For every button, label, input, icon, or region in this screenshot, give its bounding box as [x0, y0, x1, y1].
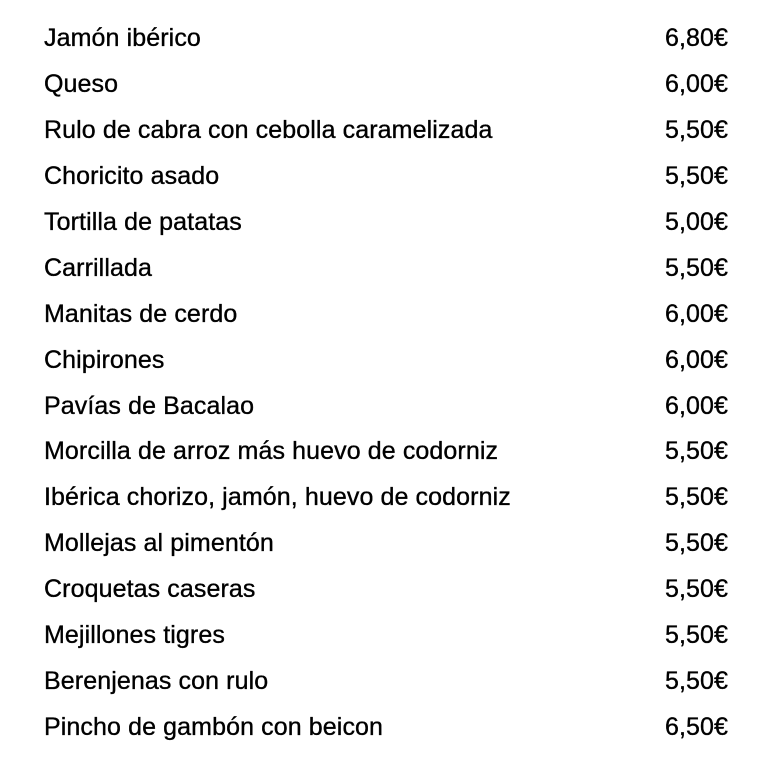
- menu-item-name: Pavías de Bacalao: [44, 391, 255, 420]
- menu-item-name: Tortilla de patatas: [44, 207, 242, 236]
- menu-item: [44, 292, 728, 338]
- menu-item-name: Jamón ibérico: [44, 24, 201, 52]
- menu-item-name: Morcilla de arroz más huevo de codorniz: [44, 437, 499, 466]
- menu-item-price: 5,50€: [664, 253, 728, 282]
- menu-item-name: Choricito asado: [44, 161, 220, 190]
- menu-item-price: 6,00€: [664, 345, 728, 374]
- menu-list: [44, 16, 728, 751]
- menu-item-price: 5,50€: [664, 437, 728, 466]
- menu-item-price: 6,00€: [664, 391, 728, 420]
- menu-item: [44, 705, 728, 751]
- menu-item: [44, 521, 728, 567]
- menu-item-name: Mejillones tigres: [44, 621, 225, 650]
- menu-item-name: Berenjenas con rulo: [44, 667, 269, 696]
- menu-item-name: Queso: [44, 69, 119, 98]
- menu-item: [44, 108, 728, 154]
- menu-item-price: 5,50€: [664, 115, 728, 144]
- menu-item-price: 6,00€: [664, 299, 728, 328]
- menu-item-name: Chipirones: [44, 345, 165, 374]
- menu-item-price: 5,00€: [664, 207, 728, 236]
- menu-item: [44, 384, 728, 430]
- menu-item: [44, 246, 728, 292]
- menu-item: [44, 429, 728, 475]
- menu-item-name: Rulo de cabra con cebolla caramelizada: [44, 115, 493, 144]
- menu-item: [44, 475, 728, 521]
- menu-item-price: 5,50€: [664, 621, 728, 650]
- menu-item: [44, 154, 728, 200]
- menu-item-name: Croquetas caseras: [44, 575, 256, 604]
- menu-item-name: Mollejas al pimentón: [44, 529, 274, 558]
- menu-item-name: Manitas de cerdo: [44, 299, 238, 328]
- menu-item-price: 5,50€: [664, 483, 728, 512]
- menu-item: [44, 567, 728, 613]
- menu-item-price: 6,50€: [664, 713, 728, 742]
- menu-item: [44, 659, 728, 705]
- menu-item: [44, 613, 728, 659]
- menu-item-name: Pincho de gambón con beicon: [44, 713, 384, 742]
- menu-item-price: 5,50€: [664, 667, 728, 696]
- menu-item: [44, 338, 728, 384]
- menu-item: [44, 16, 728, 62]
- menu-item-price: 6,80€: [664, 24, 728, 52]
- menu-item-name: Carrillada: [44, 253, 152, 282]
- menu-item-price: 5,50€: [664, 161, 728, 190]
- menu-item: [44, 200, 728, 246]
- menu-item-price: 5,50€: [664, 575, 728, 604]
- menu-item-name: Ibérica chorizo, jamón, huevo de codorniz: [44, 483, 511, 512]
- menu-item-price: 5,50€: [664, 529, 728, 558]
- menu-item-price: 6,00€: [664, 69, 728, 98]
- menu-item: [44, 62, 728, 108]
